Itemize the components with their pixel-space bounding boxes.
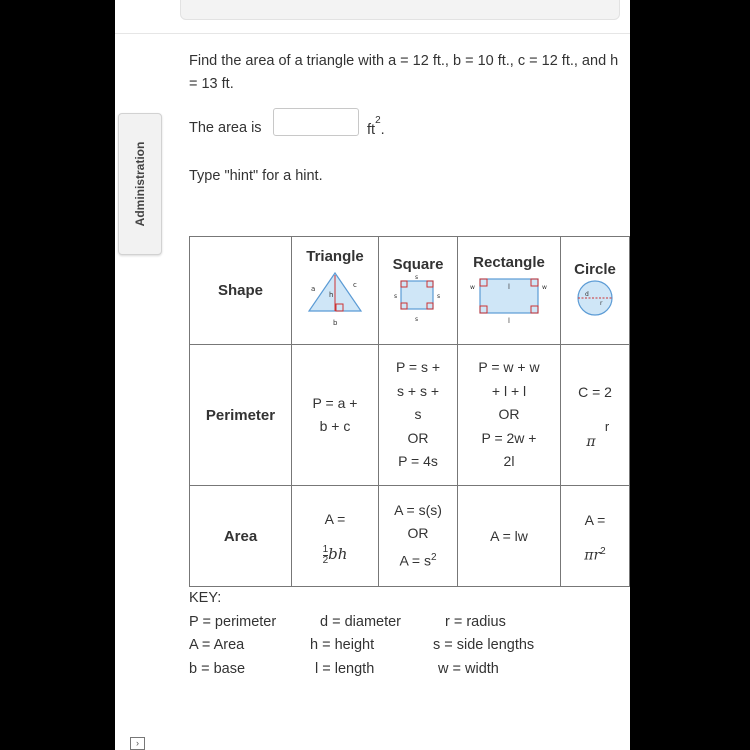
triangle-label-a: a [311,284,316,293]
square-perimeter-line-1: P = s + [395,359,441,376]
area-answer-input[interactable] [273,108,359,136]
rectangle-perimeter-line-3: OR [498,406,520,423]
hint-text: Type "hint" for a hint. [189,168,323,184]
square-header-cell [379,237,458,345]
triangle-name: Triangle [306,247,364,265]
administration-tab[interactable] [118,113,162,255]
triangle-area-expr: bh [328,544,348,563]
unit-exponent: 2 [375,115,381,126]
square-area-line-3 [382,546,454,573]
key-width: w = width [438,660,499,677]
key-legend [189,590,619,684]
square-perimeter-line-5: P = 4s [398,453,438,470]
circle-diagram [570,278,620,318]
top-card [180,0,620,20]
key-base: b = base [189,660,246,677]
triangle-header-cell [292,237,379,345]
key-row-3 [189,661,619,685]
key-length: l = length [315,660,375,677]
rectangle-header-cell [458,237,561,345]
key-diameter: d = diameter [320,613,402,630]
fraction-denominator: 2 [322,554,329,566]
rectangle-label-bottom: l [508,316,510,325]
circle-perimeter-line-1: C = 2 [578,384,612,400]
square-area-line-2: OR [407,525,429,542]
unit-suffix: . [380,121,385,138]
key-perimeter: P = perimeter [189,613,277,630]
triangle-area-formula [295,545,375,566]
circle-label-r: r [600,299,603,307]
circle-area-expr: πr [584,547,601,564]
circle-perimeter-cell [561,345,630,486]
expand-icon[interactable]: › [130,737,145,750]
circle-area-cell [561,486,630,587]
content-page [115,0,630,750]
circle-area-top: A = [584,512,606,529]
row-header-shape [190,237,292,345]
square-label-left: s [394,292,398,300]
row-header-area [190,486,292,587]
rectangle-label-left: w [470,283,475,291]
triangle-perimeter-cell [292,345,379,486]
question-text: Find the area of a triangle with a = 12 ft., b = 10 ft., c = 12 ft., and h = 13 ft. [189,53,619,92]
rectangle-label-right: w [542,283,547,291]
circle-area-exponent: 2 [600,546,606,558]
circle-area-formula [564,546,626,564]
rectangle-perimeter-line-4: P = 2w + [481,429,537,446]
key-row-2 [189,637,619,661]
key-side-lengths: s = side lengths [433,637,535,653]
shape-row [190,237,630,345]
triangle-area-top: A = [324,510,346,527]
triangle-diagram [295,265,375,331]
formula-table [189,236,630,587]
answer-unit [367,115,385,138]
triangle-label-h: h [329,290,334,299]
rectangle-perimeter-line-2: + l + l [491,382,527,399]
answer-prompt: The area is [189,120,262,136]
circle-name: Circle [574,260,616,278]
rectangle-perimeter-line-5: 2l [503,453,515,470]
square-label-bottom: s [415,315,419,323]
rectangle-label-top: l [508,282,510,291]
key-row-1 [189,614,619,638]
triangle-area-cell [292,486,379,587]
row-header-shape-label: Shape [217,282,263,299]
circle-perimeter-pi: π [586,434,596,450]
square-perimeter-line-3: s [414,406,422,423]
square-label-top: s [415,273,419,281]
area-row [190,486,630,587]
row-header-perimeter-label: Perimeter [205,406,276,424]
rectangle-perimeter-line-1: P = w + w [478,359,540,376]
key-height: h = height [310,637,375,653]
square-diagram [383,273,453,323]
circle-perimeter-r: r [604,419,610,434]
square-label-right: s [437,292,441,300]
circle-label-d: d [585,290,589,298]
unit-text: ft [367,121,376,138]
square-area-cell [379,486,458,587]
square-perimeter-line-2: s + s + [396,382,440,399]
perimeter-row [190,345,630,486]
square-area-line-1: A = s(s) [394,501,442,518]
top-divider [115,33,630,34]
row-header-area-label: Area [223,527,258,545]
circle-header-cell [561,237,630,345]
triangle-perimeter-line-2: b + c [319,418,351,434]
square-perimeter-line-4: OR [407,429,429,446]
square-perimeter-cell [379,345,458,486]
administration-tab-label: Administration [133,141,147,227]
rectangle-area-text: A = lw [490,528,528,544]
rectangle-perimeter-cell [458,345,561,486]
key-radius: r = radius [445,613,506,630]
key-area: A = Area [189,637,245,653]
fraction-numerator: 1 [322,543,329,555]
triangle-perimeter-line-1: P = a + [312,394,358,411]
rectangle-name: Rectangle [473,253,545,271]
row-header-perimeter [190,345,292,486]
key-title: KEY: [189,590,222,606]
triangle-label-c: c [353,280,357,289]
triangle-label-b: b [333,318,338,327]
square-name: Square [392,255,444,273]
square-area-last: A = s [399,552,431,569]
rectangle-area-cell [458,486,561,587]
square-area-exponent: 2 [430,551,437,563]
rectangle-diagram [464,271,554,325]
answer-line [189,108,489,142]
